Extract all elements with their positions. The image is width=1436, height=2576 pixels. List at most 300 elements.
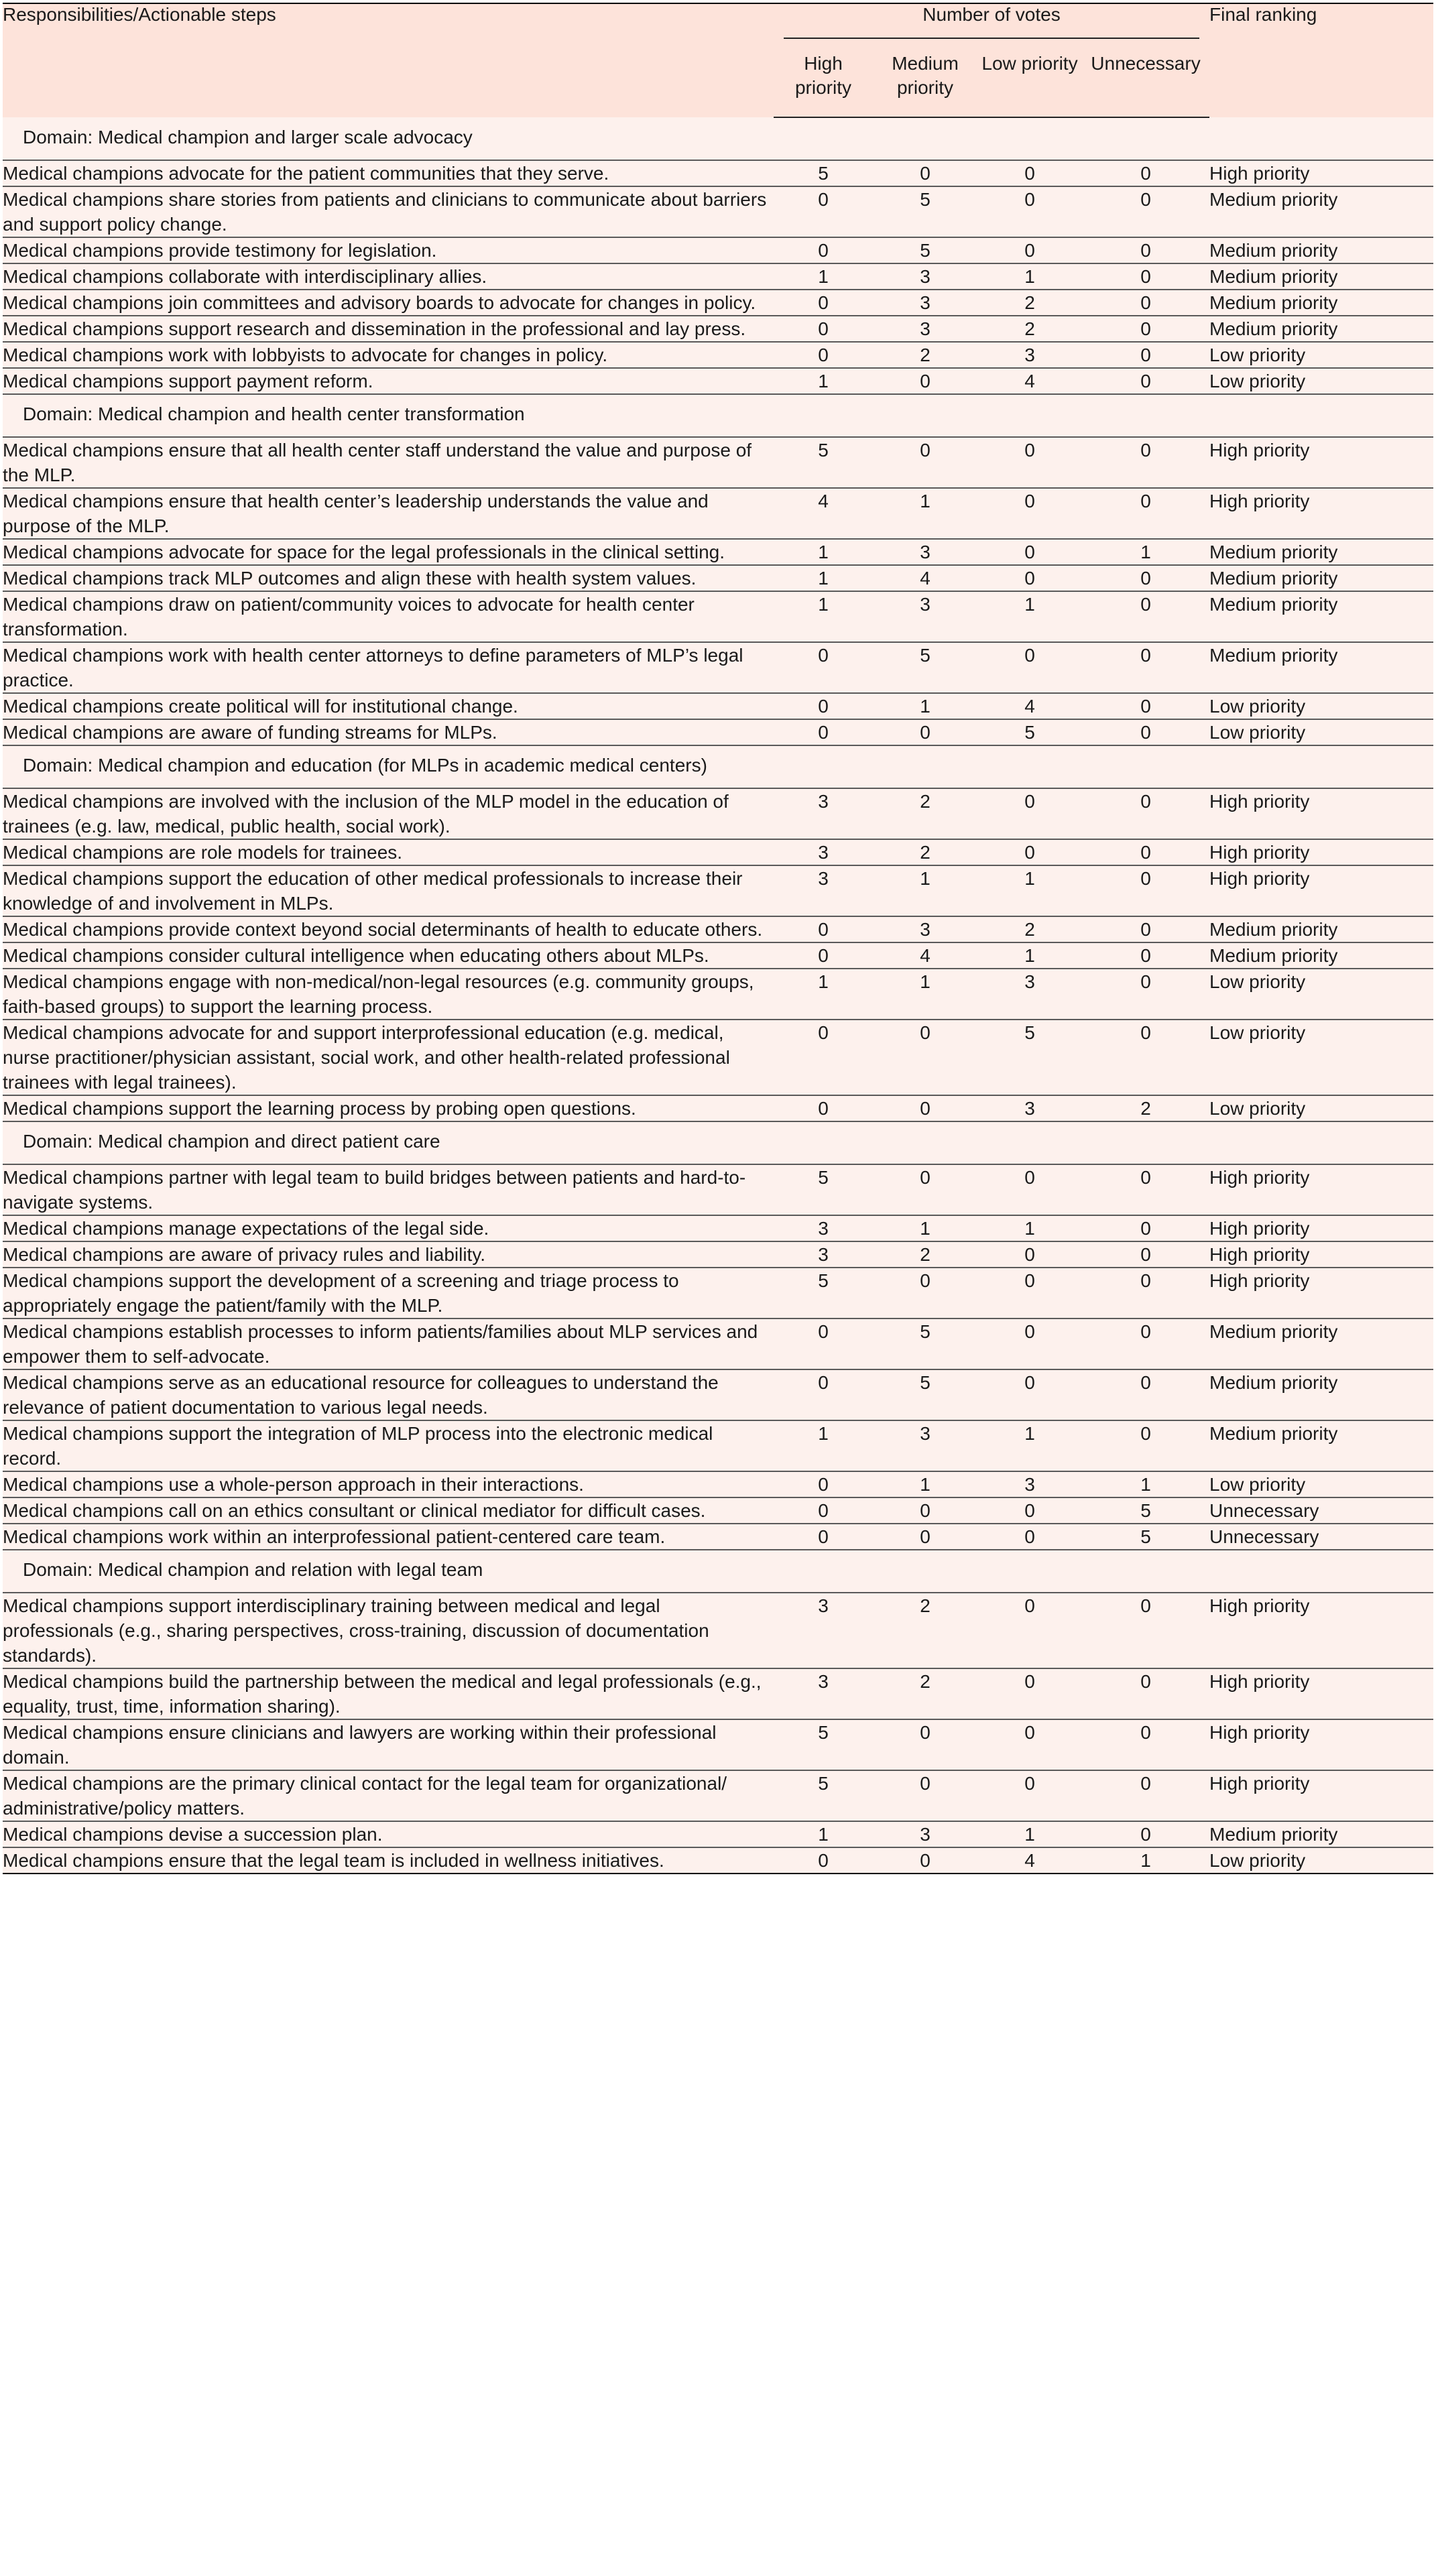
table-row [3,839,1433,865]
unnecessary-votes: 0 [1140,163,1151,184]
step-text: Medical champions support the development of a screening and triage process to appropriately engage the patient/family with the MLP. [3,1270,679,1316]
step-text: Medical champions share stories from patients and clinicians to communicate about barriers and support policy change. [3,189,767,235]
table-row [3,437,1433,488]
step-text: Medical champions devise a succession plan. [3,1824,383,1845]
unnecessary-votes: 0 [1140,1270,1151,1291]
table-row [3,591,1433,642]
final-ranking: High priority [1209,1773,1310,1794]
unnecessary-votes: 1 [1140,1850,1151,1871]
table-row [3,1268,1433,1318]
step-text: Medical champions use a whole-person approach in their interactions. [3,1474,584,1495]
high-priority-votes: 0 [818,1372,829,1393]
step-text: Medical champions work with health center attorneys to define parameters of MLP’s legal practice. [3,645,743,690]
domain-heading: Domain: Medical champion and larger scale advocacy [23,127,473,147]
unnecessary-votes: 0 [1140,189,1151,210]
medium-priority-votes: 1 [920,696,931,717]
medium-priority-votes: 0 [920,1526,931,1547]
final-ranking: High priority [1209,1595,1310,1616]
table-row [3,539,1433,565]
medium-priority-votes: 4 [920,568,931,589]
final-ranking: Unnecessary [1209,1526,1319,1547]
domain-row [3,1550,1433,1593]
unnecessary-votes: 0 [1140,1022,1151,1043]
step-text: Medical champions engage with non-medical/non-legal resources (e.g. community groups, faith-based groups) to support the learning process. [3,971,754,1017]
high-priority-votes: 0 [818,722,829,743]
unnecessary-votes: 0 [1140,842,1151,863]
step-text: Medical champions work within an interprofessional patient-centered care team. [3,1526,666,1547]
low-priority-votes: 0 [1024,645,1035,666]
step-text: Medical champions support the learning process by probing open questions. [3,1098,636,1119]
final-ranking: Medium priority [1209,945,1338,966]
low-priority-votes: 0 [1024,1595,1035,1616]
unnecessary-votes: 0 [1140,645,1151,666]
high-priority-votes: 1 [818,971,829,992]
step-text: Medical champions advocate for the patient communities that they serve. [3,163,609,184]
unnecessary-votes: 0 [1140,1671,1151,1692]
low-priority-votes: 0 [1024,542,1035,562]
low-priority-votes: 1 [1024,1423,1035,1444]
unnecessary-votes: 0 [1140,1595,1151,1616]
table-row [3,1668,1433,1719]
table-row [3,1420,1433,1471]
unnecessary-votes: 0 [1140,345,1151,365]
table-row [3,1593,1433,1668]
final-ranking: High priority [1209,1218,1310,1239]
medium-priority-votes: 5 [920,645,931,666]
low-priority-votes: 3 [1024,1098,1035,1119]
table-row [3,263,1433,290]
table-row [3,565,1433,591]
table-row [3,1241,1433,1268]
table-row [3,1215,1433,1241]
unnecessary-votes: 0 [1140,292,1151,313]
high-priority-votes: 1 [818,1423,829,1444]
table-header [3,3,1433,117]
domain-row [3,117,1433,160]
low-priority-votes: 1 [1024,266,1035,287]
unnecessary-votes: 2 [1140,1098,1151,1119]
unnecessary-votes: 0 [1140,568,1151,589]
high-priority-votes: 0 [818,318,829,339]
table-row [3,788,1433,839]
medium-priority-votes: 0 [920,1773,931,1794]
unnecessary-votes: 0 [1140,696,1151,717]
unnecessary-votes: 0 [1140,1773,1151,1794]
domain-heading: Domain: Medical champion and relation with legal team [23,1559,483,1580]
high-priority-votes: 0 [818,345,829,365]
high-priority-votes: 1 [818,542,829,562]
unnecessary-votes: 1 [1140,542,1151,562]
table-row [3,1020,1433,1095]
step-text: Medical champions call on an ethics consultant or clinical mediator for difficult cases. [3,1500,706,1521]
low-priority-votes: 2 [1024,292,1035,313]
medium-priority-votes: 2 [920,345,931,365]
step-text: Medical champions support the education of other medical professionals to increase their knowledge of and involvement in MLPs. [3,868,743,914]
domain-heading: Domain: Medical champion and education (for MLPs in academic medical centers) [23,755,707,776]
high-priority-votes: 0 [818,945,829,966]
medium-priority-votes: 2 [920,791,931,812]
medium-priority-votes: 1 [920,971,931,992]
final-ranking: Low priority [1209,371,1306,391]
low-priority-votes: 0 [1024,791,1035,812]
step-text: Medical champions establish processes to inform patients/families about MLP services and empower them to self-advocate. [3,1321,758,1367]
step-text: Medical champions provide context beyond social determinants of health to educate others. [3,919,763,940]
header-final-ranking: Final ranking [1209,3,1433,117]
low-priority-votes: 0 [1024,1722,1035,1743]
medium-priority-votes: 5 [920,189,931,210]
step-text: Medical champions are aware of funding streams for MLPs. [3,722,497,743]
step-text: Medical champions support the integration of MLP process into the electronic medical record. [3,1423,713,1469]
domain-heading: Domain: Medical champion and health center transformation [23,404,525,424]
medium-priority-votes: 2 [920,1244,931,1265]
medium-priority-votes: 0 [920,163,931,184]
step-text: Medical champions partner with legal team to build bridges between patients and hard-to-navigate systems. [3,1167,746,1213]
step-text: Medical champions create political will for institutional change. [3,696,518,717]
medium-priority-votes: 5 [920,1321,931,1342]
unnecessary-votes: 0 [1140,240,1151,261]
high-priority-votes: 0 [818,1098,829,1119]
unnecessary-votes: 5 [1140,1500,1151,1521]
low-priority-votes: 0 [1024,163,1035,184]
low-priority-votes: 4 [1024,1850,1035,1871]
low-priority-votes: 0 [1024,1321,1035,1342]
low-priority-votes: 1 [1024,945,1035,966]
high-priority-votes: 3 [818,1244,829,1265]
step-text: Medical champions track MLP outcomes and align these with health system values. [3,568,697,589]
high-priority-votes: 0 [818,696,829,717]
unnecessary-votes: 0 [1140,1218,1151,1239]
table-row [3,342,1433,368]
header-medium-priority: Medium priority [873,52,977,117]
low-priority-votes: 0 [1024,1526,1035,1547]
high-priority-votes: 0 [818,1022,829,1043]
step-text: Medical champions are role models for trainees. [3,842,403,863]
low-priority-votes: 5 [1024,722,1035,743]
low-priority-votes: 0 [1024,1167,1035,1188]
unnecessary-votes: 0 [1140,1244,1151,1265]
final-ranking: High priority [1209,491,1310,511]
low-priority-votes: 0 [1024,1270,1035,1291]
final-ranking: High priority [1209,1270,1310,1291]
high-priority-votes: 5 [818,1773,829,1794]
medium-priority-votes: 0 [920,440,931,461]
medium-priority-votes: 0 [920,1098,931,1119]
step-text: Medical champions advocate for space for the legal professionals in the clinical setting. [3,542,725,562]
high-priority-votes: 0 [818,189,829,210]
step-text: Medical champions are involved with the inclusion of the MLP model in the education of trainees (e.g. law, medical, public health, social work). [3,791,729,837]
unnecessary-votes: 0 [1140,1722,1151,1743]
low-priority-votes: 4 [1024,371,1035,391]
high-priority-votes: 3 [818,868,829,889]
step-text: Medical champions draw on patient/community voices to advocate for health center transformation. [3,594,695,639]
medium-priority-votes: 3 [920,1423,931,1444]
table-row [3,693,1433,719]
header-high-priority: High priority [774,52,873,117]
final-ranking: Low priority [1209,722,1306,743]
final-ranking: Medium priority [1209,594,1338,615]
table-row [3,1719,1433,1770]
step-text: Medical champions support research and dissemination in the professional and lay press. [3,318,746,339]
unnecessary-votes: 0 [1140,868,1151,889]
header-low-priority: Low priority [977,52,1082,117]
high-priority-votes: 0 [818,645,829,666]
unnecessary-votes: 0 [1140,266,1151,287]
high-priority-votes: 3 [818,842,829,863]
final-ranking: Medium priority [1209,645,1338,666]
high-priority-votes: 3 [818,1218,829,1239]
unnecessary-votes: 0 [1140,371,1151,391]
final-ranking: High priority [1209,1722,1310,1743]
unnecessary-votes: 1 [1140,1474,1151,1495]
header-votes-label: Number of votes [784,4,1199,39]
final-ranking: Unnecessary [1209,1500,1319,1521]
unnecessary-votes: 0 [1140,318,1151,339]
unnecessary-votes: 0 [1140,491,1151,511]
high-priority-votes: 5 [818,1167,829,1188]
high-priority-votes: 1 [818,594,829,615]
final-ranking: Medium priority [1209,919,1338,940]
unnecessary-votes: 0 [1140,1167,1151,1188]
low-priority-votes: 0 [1024,491,1035,511]
final-ranking: Medium priority [1209,1372,1338,1393]
final-ranking: High priority [1209,791,1310,812]
table-row [3,316,1433,342]
low-priority-votes: 0 [1024,1500,1035,1521]
final-ranking: High priority [1209,1167,1310,1188]
high-priority-votes: 0 [818,1526,829,1547]
table-row [3,368,1433,394]
high-priority-votes: 3 [818,1595,829,1616]
medium-priority-votes: 3 [920,594,931,615]
low-priority-votes: 0 [1024,568,1035,589]
step-text: Medical champions ensure that health center’s leadership understands the value and purpose of the MLP. [3,491,709,536]
final-ranking: Medium priority [1209,542,1338,562]
final-ranking: High priority [1209,868,1310,889]
medium-priority-votes: 1 [920,491,931,511]
table-row [3,160,1433,186]
low-priority-votes: 3 [1024,345,1035,365]
low-priority-votes: 5 [1024,1022,1035,1043]
medium-priority-votes: 1 [920,1474,931,1495]
final-ranking: Medium priority [1209,1824,1338,1845]
step-text: Medical champions ensure clinicians and lawyers are working within their professional domain. [3,1722,717,1768]
medium-priority-votes: 5 [920,1372,931,1393]
final-ranking: Medium priority [1209,568,1338,589]
high-priority-votes: 3 [818,791,829,812]
high-priority-votes: 1 [818,568,829,589]
table-row [3,719,1433,745]
medium-priority-votes: 0 [920,1167,931,1188]
unnecessary-votes: 5 [1140,1526,1151,1547]
table-row [3,1821,1433,1847]
step-text: Medical champions are the primary clinical contact for the legal team for organizational/ administrative/policy matters. [3,1773,727,1819]
final-ranking: Medium priority [1209,292,1338,313]
domain-row [3,745,1433,788]
table-body [3,117,1433,1874]
votes-table [3,3,1433,1874]
medium-priority-votes: 2 [920,842,931,863]
table-row [3,1770,1433,1821]
unnecessary-votes: 0 [1140,1372,1151,1393]
step-text: Medical champions collaborate with interdisciplinary allies. [3,266,487,287]
low-priority-votes: 1 [1024,1218,1035,1239]
final-ranking: Low priority [1209,345,1306,365]
domain-row [3,394,1433,437]
final-ranking: Medium priority [1209,318,1338,339]
table-row [3,969,1433,1020]
final-ranking: High priority [1209,1244,1310,1265]
low-priority-votes: 1 [1024,1824,1035,1845]
low-priority-votes: 0 [1024,1671,1035,1692]
domain-row [3,1121,1433,1164]
step-text: Medical champions ensure that all health center staff understand the value and purpose of the MLP. [3,440,752,485]
final-ranking: Medium priority [1209,240,1338,261]
final-ranking: Low priority [1209,1022,1306,1043]
low-priority-votes: 0 [1024,440,1035,461]
final-ranking: Low priority [1209,696,1306,717]
table-row [3,1847,1433,1874]
low-priority-votes: 0 [1024,1372,1035,1393]
medium-priority-votes: 2 [920,1671,931,1692]
table-row [3,237,1433,263]
medium-priority-votes: 1 [920,1218,931,1239]
header-number-of-votes [774,3,1209,52]
low-priority-votes: 0 [1024,189,1035,210]
final-ranking: Medium priority [1209,189,1338,210]
table-row [3,1497,1433,1524]
high-priority-votes: 0 [818,1321,829,1342]
medium-priority-votes: 3 [920,266,931,287]
unnecessary-votes: 0 [1140,594,1151,615]
high-priority-votes: 5 [818,440,829,461]
step-text: Medical champions consider cultural intelligence when educating others about MLPs. [3,945,709,966]
step-text: Medical champions support interdisciplinary training between medical and legal professionals (e.g., sharing perspectives, cross-training, discussion of documentation standards). [3,1595,709,1666]
medium-priority-votes: 0 [920,1722,931,1743]
final-ranking: High priority [1209,1671,1310,1692]
low-priority-votes: 3 [1024,1474,1035,1495]
final-ranking: Medium priority [1209,1321,1338,1342]
table-row [3,1524,1433,1550]
high-priority-votes: 5 [818,1722,829,1743]
medium-priority-votes: 0 [920,1500,931,1521]
unnecessary-votes: 0 [1140,945,1151,966]
unnecessary-votes: 0 [1140,1824,1151,1845]
medium-priority-votes: 3 [920,542,931,562]
medium-priority-votes: 0 [920,1270,931,1291]
step-text: Medical champions provide testimony for legislation. [3,240,437,261]
medium-priority-votes: 3 [920,1824,931,1845]
step-text: Medical champions manage expectations of the legal side. [3,1218,489,1239]
table-row [3,1471,1433,1497]
step-text: Medical champions work with lobbyists to advocate for changes in policy. [3,345,608,365]
high-priority-votes: 0 [818,240,829,261]
final-ranking: Low priority [1209,1850,1306,1871]
step-text: Medical champions support payment reform. [3,371,373,391]
table-row [3,865,1433,916]
low-priority-votes: 1 [1024,594,1035,615]
final-ranking: Low priority [1209,1098,1306,1119]
unnecessary-votes: 0 [1140,1423,1151,1444]
medium-priority-votes: 0 [920,1022,931,1043]
table-row [3,1369,1433,1420]
step-text: Medical champions are aware of privacy rules and liability. [3,1244,486,1265]
low-priority-votes: 2 [1024,919,1035,940]
low-priority-votes: 4 [1024,696,1035,717]
unnecessary-votes: 0 [1140,919,1151,940]
high-priority-votes: 3 [818,1671,829,1692]
low-priority-votes: 2 [1024,318,1035,339]
medium-priority-votes: 3 [920,318,931,339]
low-priority-votes: 0 [1024,240,1035,261]
table-row [3,642,1433,693]
unnecessary-votes: 0 [1140,1321,1151,1342]
table-row [3,186,1433,237]
high-priority-votes: 1 [818,1824,829,1845]
header-steps: Responsibilities/Actionable steps [3,3,774,117]
medium-priority-votes: 2 [920,1595,931,1616]
low-priority-votes: 1 [1024,868,1035,889]
low-priority-votes: 0 [1024,842,1035,863]
final-ranking: Medium priority [1209,1423,1338,1444]
medium-priority-votes: 3 [920,919,931,940]
header-unnecessary: Unnecessary [1082,52,1209,117]
high-priority-votes: 5 [818,163,829,184]
high-priority-votes: 0 [818,1850,829,1871]
step-text: Medical champions serve as an educational resource for colleagues to understand the relevance of patient documentation to various legal needs. [3,1372,719,1418]
high-priority-votes: 0 [818,919,829,940]
medium-priority-votes: 0 [920,371,931,391]
high-priority-votes: 1 [818,371,829,391]
final-ranking: Low priority [1209,1474,1306,1495]
medium-priority-votes: 4 [920,945,931,966]
final-ranking: High priority [1209,842,1310,863]
table-row [3,1164,1433,1215]
table-row [3,1318,1433,1369]
medium-priority-votes: 0 [920,722,931,743]
medium-priority-votes: 0 [920,1850,931,1871]
domain-heading: Domain: Medical champion and direct patient care [23,1131,440,1152]
table-row [3,1095,1433,1121]
final-ranking: High priority [1209,163,1310,184]
medium-priority-votes: 5 [920,240,931,261]
final-ranking: High priority [1209,440,1310,461]
low-priority-votes: 3 [1024,971,1035,992]
unnecessary-votes: 0 [1140,440,1151,461]
high-priority-votes: 1 [818,266,829,287]
medium-priority-votes: 3 [920,292,931,313]
final-ranking: Low priority [1209,971,1306,992]
table-row [3,290,1433,316]
step-text: Medical champions advocate for and support interprofessional education (e.g. medical, nurse practitioner/physician assistant, social work, and other health-related professional trainees with legal trainees). [3,1022,730,1093]
high-priority-votes: 5 [818,1270,829,1291]
high-priority-votes: 4 [818,491,829,511]
step-text: Medical champions build the partnership between the medical and legal professionals (e.g., equality, trust, time, information sharing). [3,1671,762,1717]
unnecessary-votes: 0 [1140,971,1151,992]
unnecessary-votes: 0 [1140,791,1151,812]
low-priority-votes: 0 [1024,1244,1035,1265]
low-priority-votes: 0 [1024,1773,1035,1794]
table-row [3,488,1433,539]
step-text: Medical champions join committees and advisory boards to advocate for changes in policy. [3,292,756,313]
high-priority-votes: 0 [818,292,829,313]
final-ranking: Medium priority [1209,266,1338,287]
step-text: Medical champions ensure that the legal team is included in wellness initiatives. [3,1850,664,1871]
table-row [3,916,1433,942]
unnecessary-votes: 0 [1140,722,1151,743]
high-priority-votes: 0 [818,1500,829,1521]
high-priority-votes: 0 [818,1474,829,1495]
table-row [3,942,1433,969]
